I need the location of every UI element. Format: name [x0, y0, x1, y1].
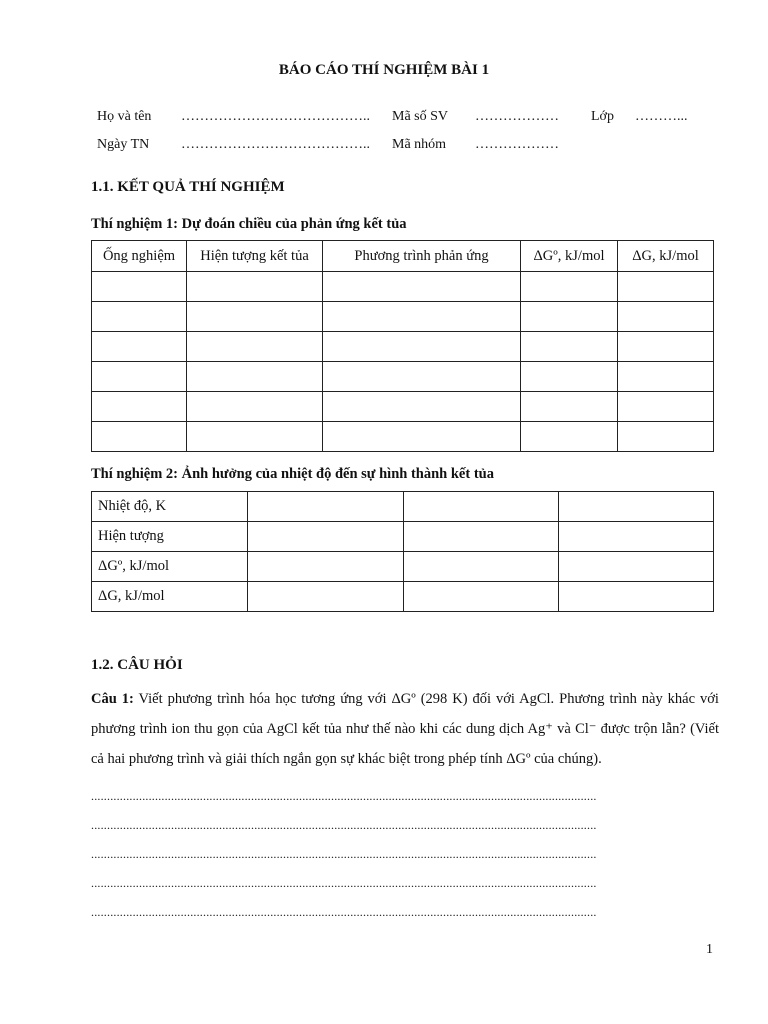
row-label: Nhiệt độ, K: [92, 492, 248, 522]
table-cell[interactable]: [618, 332, 714, 362]
table-cell[interactable]: [92, 332, 187, 362]
table-cell[interactable]: [618, 392, 714, 422]
question-1-text: Viết phương trình hóa học tương ứng với ΔGº (298 K) đối với AgCl. Phương trình này khác với phương trình ion thu gọn của AgCl kết tủa như thế nào khi các dung dịch Ag⁺ và Cl⁻ được trộn lẫn? (Viết cả hai phương trình và giải thích ngắn gọn sự khác biệt trong phép tính ΔGº của chúng).: [91, 691, 719, 767]
table-cell[interactable]: [404, 492, 559, 522]
table-row: [92, 332, 714, 362]
experiment-2-table: [91, 491, 714, 612]
row-label: ΔG, kJ/mol: [92, 582, 248, 612]
column-header: ΔGº, kJ/mol: [521, 241, 618, 272]
table-cell[interactable]: [323, 302, 521, 332]
info-row-1: [97, 109, 717, 129]
column-header: Hiện tượng kết tủa: [187, 241, 323, 272]
table-cell[interactable]: [323, 272, 521, 302]
table-cell[interactable]: [323, 332, 521, 362]
table-cell[interactable]: [323, 422, 521, 452]
table-cell[interactable]: [187, 362, 323, 392]
column-header: ΔG, kJ/mol: [618, 241, 714, 272]
table-cell[interactable]: [248, 552, 404, 582]
group-id-blank: ………………: [475, 137, 559, 152]
report-title: BÁO CÁO THÍ NGHIỆM BÀI 1: [278, 62, 490, 78]
table-cell[interactable]: [404, 522, 559, 552]
page-number: 1: [706, 942, 713, 957]
table-cell[interactable]: [618, 302, 714, 332]
class-blank: ………...: [635, 109, 688, 124]
table-header-row: [92, 241, 714, 272]
group-id-label: Mã nhóm: [392, 137, 447, 152]
table-row: [92, 552, 714, 582]
name-blank: …………………………………..: [181, 109, 370, 124]
table-cell[interactable]: [521, 362, 618, 392]
table-cell[interactable]: [187, 302, 323, 332]
table-row: [92, 522, 714, 552]
table-row: [92, 492, 714, 522]
table-cell[interactable]: [521, 302, 618, 332]
table-cell[interactable]: [92, 272, 187, 302]
table-cell[interactable]: [248, 492, 404, 522]
table-row: [92, 272, 714, 302]
table-cell[interactable]: [323, 362, 521, 392]
experiment-2-heading: Thí nghiệm 2: Ảnh hưởng của nhiệt độ đến sự hình thành kết tủa: [91, 466, 494, 482]
table-cell[interactable]: [521, 392, 618, 422]
row-label: ΔGº, kJ/mol: [92, 552, 248, 582]
student-id-label: Mã số SV: [392, 109, 449, 124]
experiment-1-table: [91, 240, 714, 452]
class-label: Lớp: [591, 109, 614, 124]
experiment-1-heading: Thí nghiệm 1: Dự đoán chiều của phản ứng kết tủa: [91, 216, 407, 232]
table-cell[interactable]: [559, 552, 714, 582]
table-cell[interactable]: [187, 272, 323, 302]
table-cell[interactable]: [187, 332, 323, 362]
answer-line[interactable]: ..............................................................................................................................................................: [91, 905, 597, 919]
table-cell[interactable]: [521, 272, 618, 302]
table-cell[interactable]: [92, 302, 187, 332]
table-cell[interactable]: [248, 582, 404, 612]
name-label: Họ và tên: [97, 109, 152, 124]
table-row: [92, 422, 714, 452]
answer-line[interactable]: ..............................................................................................................................................................: [91, 876, 597, 890]
answer-line[interactable]: ..............................................................................................................................................................: [91, 818, 597, 832]
date-label: Ngày TN: [97, 137, 150, 152]
table-cell[interactable]: [187, 422, 323, 452]
info-row-2: [97, 137, 717, 157]
table-cell[interactable]: [92, 422, 187, 452]
date-blank: …………………………………..: [181, 137, 370, 152]
table-cell[interactable]: [521, 422, 618, 452]
table-cell[interactable]: [521, 332, 618, 362]
table-cell[interactable]: [404, 582, 559, 612]
row-label: Hiện tượng: [92, 522, 248, 552]
table-cell[interactable]: [618, 272, 714, 302]
table-cell[interactable]: [559, 522, 714, 552]
table-row: [92, 392, 714, 422]
question-1-label: Câu 1:: [91, 691, 134, 707]
answer-line[interactable]: ..............................................................................................................................................................: [91, 789, 597, 803]
table-cell[interactable]: [618, 362, 714, 392]
table-row: [92, 582, 714, 612]
column-header: Ống nghiệm: [92, 241, 187, 272]
table-row: [92, 362, 714, 392]
table-cell[interactable]: [187, 392, 323, 422]
table-cell[interactable]: [323, 392, 521, 422]
table-cell[interactable]: [618, 422, 714, 452]
column-header: Phương trình phản ứng: [323, 241, 521, 272]
table-cell[interactable]: [559, 492, 714, 522]
table-cell[interactable]: [404, 552, 559, 582]
student-id-blank: ………………: [475, 109, 559, 124]
table-cell[interactable]: [248, 522, 404, 552]
table-cell[interactable]: [559, 582, 714, 612]
table-cell[interactable]: [92, 362, 187, 392]
table-row: [92, 302, 714, 332]
question-1: [91, 684, 719, 774]
section-questions-heading: 1.2. CÂU HỎI: [91, 657, 183, 673]
section-results-heading: 1.1. KẾT QUẢ THÍ NGHIỆM: [91, 179, 285, 195]
answer-line[interactable]: ..............................................................................................................................................................: [91, 847, 597, 861]
table-cell[interactable]: [92, 392, 187, 422]
